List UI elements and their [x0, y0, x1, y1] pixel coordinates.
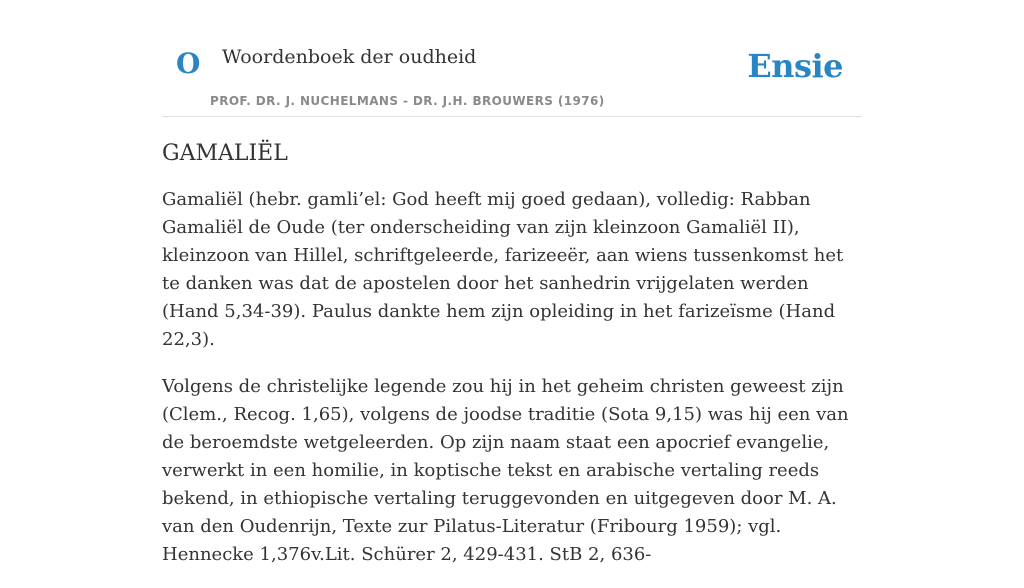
- entry-content: [162, 138, 862, 588]
- index-letter[interactable]: O: [176, 47, 201, 80]
- entry-paragraph: Volgens de christelijke legende zou hij in het geheim christen geweest zijn (Clem., Recog. 1,65), volgens de joodse traditie (Sota 9,15) was hij een van de beroemdste wetgeleerden. Op zijn naam staat een apocrief evangelie, verwerkt in een homilie, in koptische tekst en arabische vertaling reeds bekend, in ethiopische vertaling teruggevonden en uitgegeven door M. A. van den Oudenrijn, Texte zur Pilatus-Literatur (Fribourg 1959); vgl. Hennecke 1,376v.Lit. Schürer 2, 429-431. StB 2, 636-: [162, 376, 849, 565]
- brand-logo[interactable]: Ensie: [747, 47, 843, 85]
- book-title[interactable]: Woordenboek der oudheid: [222, 46, 477, 68]
- authors-line: PROF. DR. J. NUCHELMANS - DR. J.H. BROUWERS (1976): [210, 94, 605, 108]
- header: [162, 0, 862, 117]
- entry-paragraph: Gamaliël (hebr. gamli’el: God heeft mij goed gedaan), volledig: Rabban Gamaliël de Oude (ter onderscheiding van zijn kleinzoon Gamaliël II), kleinzoon van Hillel, schriftgeleerde, farizeeër, aan wiens tussenkomst het te danken was dat de apostelen door het sanhedrin vrijgelaten werden (Hand 5,34-39). Paulus dankte hem zijn opleiding in het farizeïsme (Hand 22,3).: [162, 189, 844, 350]
- entry-title: GAMALIËL: [162, 141, 288, 166]
